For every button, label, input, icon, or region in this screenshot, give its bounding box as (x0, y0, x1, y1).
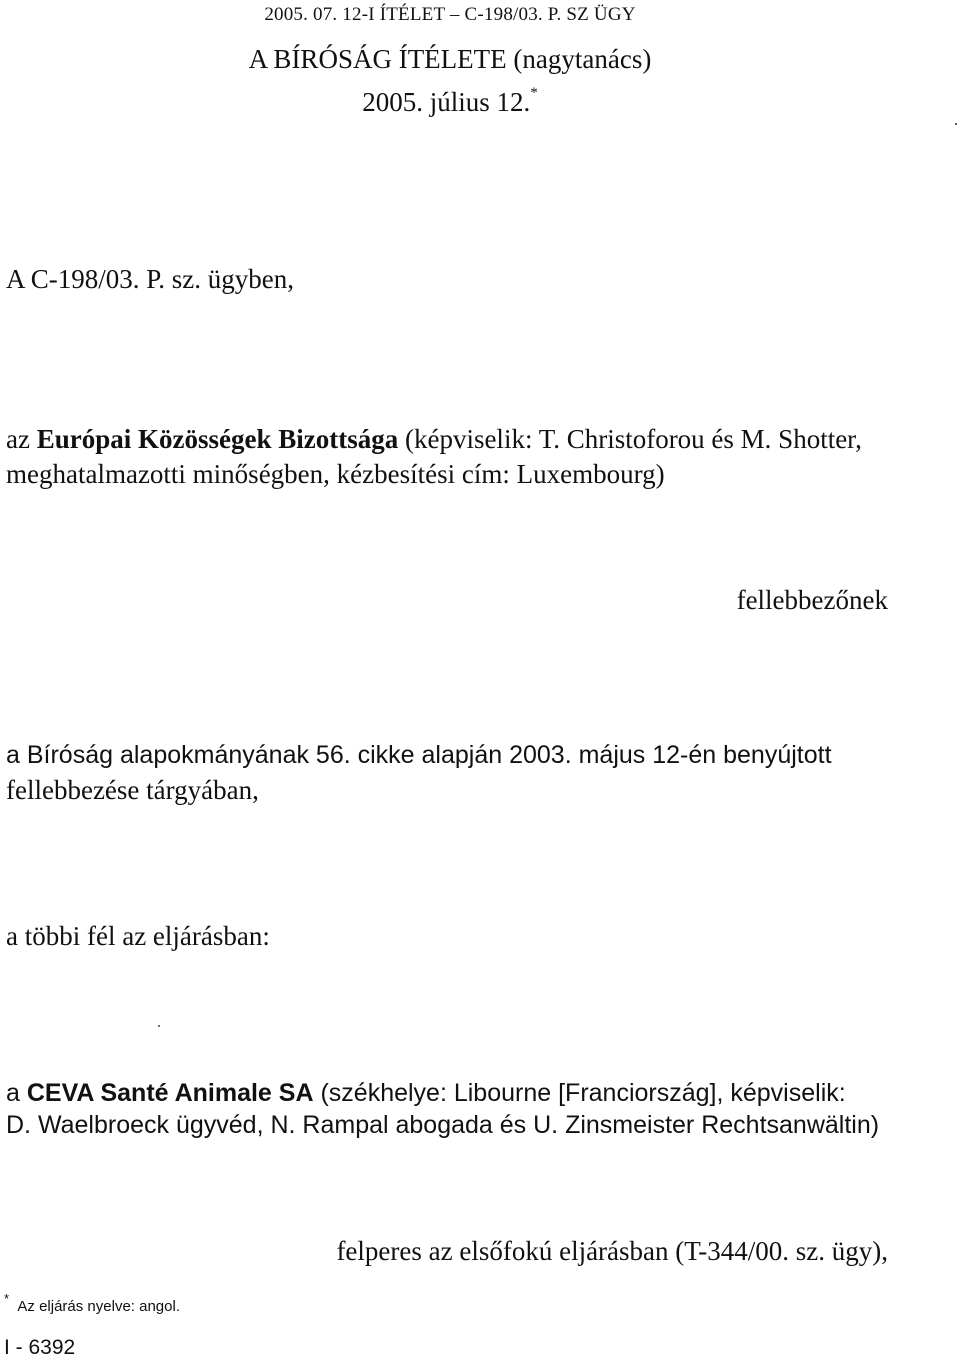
party2-line2: D. Waelbroeck ügyvéd, N. Rampal abogada és U. Zinsmeister Rechtsanwältin) (6, 1111, 880, 1139)
footnote-note-marker: * (4, 1291, 10, 1306)
subject-line1: a Bíróság alapokmányának 56. cikke alapján 2003. május 12-én benyújtott (6, 741, 832, 769)
party2-name: CEVA Santé Animale SA (26, 1079, 314, 1107)
running-header: 2005. 07. 12-I ÍTÉLET – C-198/03. P. SZ ÜGY (264, 4, 636, 25)
page-number: I - 6392 (4, 1336, 76, 1359)
party1-rest: (képviselik: T. Christoforou és M. Shotter, (398, 424, 862, 454)
party2-prefix: a (6, 1079, 27, 1107)
subject-line2: fellebbezése tárgyában, (6, 775, 259, 805)
date-text: 2005. július 12. (362, 87, 531, 117)
role-applicant: felperes az elsőfokú eljárásban (T-344/00. sz. ügy), (336, 1236, 888, 1266)
footnote (4, 1293, 180, 1315)
role-appellant: fellebbezőnek (736, 585, 888, 615)
scan-speck (955, 123, 957, 125)
party1-name: Európai Közösségek Bizottsága (36, 424, 399, 454)
party2-rest: (székhelye: Libourne [Franciország], képviselik: (313, 1079, 846, 1107)
party1-line1 (6, 424, 862, 455)
other-parties-label: a többi fél az eljárásban: (6, 921, 270, 951)
party1-line2: meghatalmazotti minőségben, kézbesítési cím: Luxembourg) (6, 459, 665, 489)
party2-line1 (6, 1079, 846, 1108)
footnote-marker: * (530, 85, 538, 101)
case-line: A C-198/03. P. sz. ügyben, (6, 264, 295, 294)
scan-speck (158, 1025, 160, 1027)
judgment-date (0, 87, 900, 118)
judgment-title: A BÍRÓSÁG ÍTÉLETE (nagytanács) (248, 44, 652, 74)
footnote-text: Az eljárás nyelve: angol. (17, 1298, 180, 1315)
party1-prefix: az (6, 424, 37, 454)
